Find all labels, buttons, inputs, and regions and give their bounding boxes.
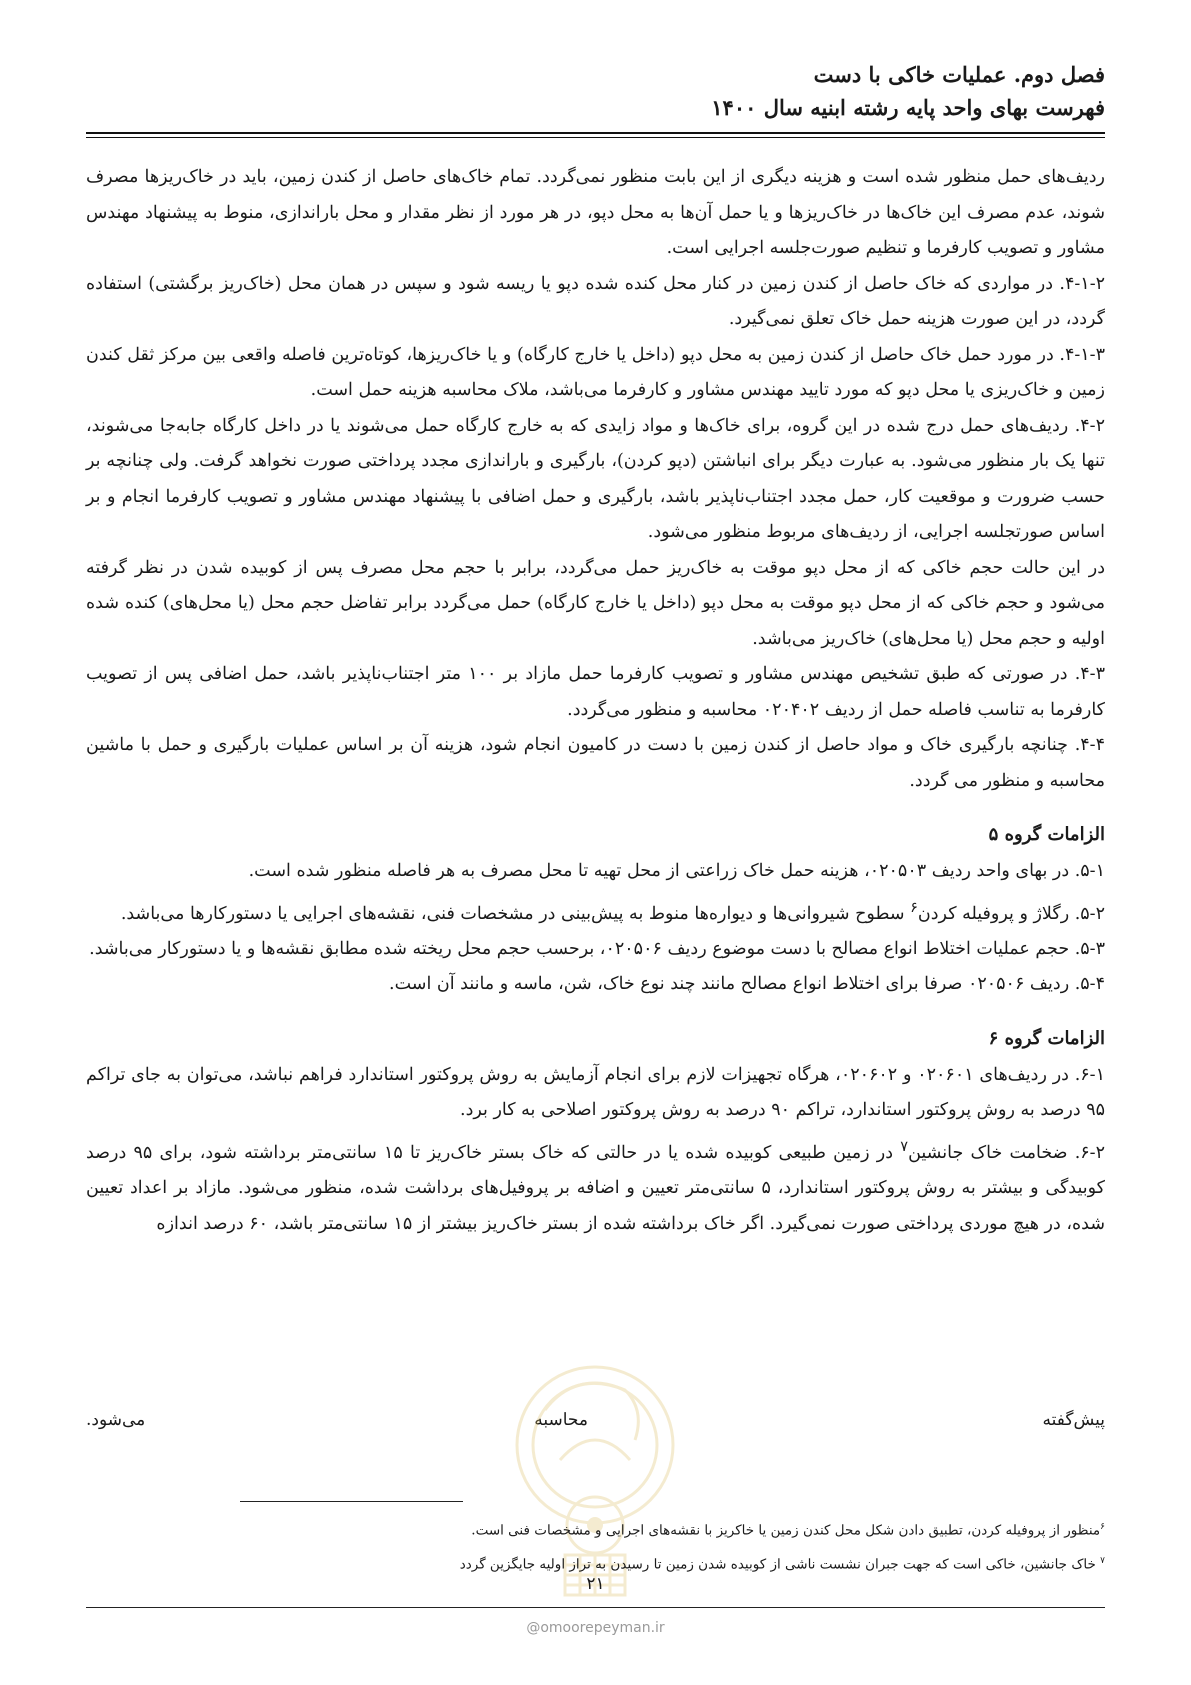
paragraph: در این حالت حجم خاکی که از محل دپو موقت به خاک‌ریز حمل می‌گردد، برابر با حجم محل مصرف پس از کوبیده شدن در نظر گرفته می‌شود و حجم خاکی که از محل دپو موقت به محل دپو (داخل یا خارج کارگاه) حمل می‌گردد برابر تفاضل حجم محل (یا محل‌های) کنده شده اولیه و حجم محل (یا محل‌های) خاک‌ریز می‌باشد. xyxy=(86,557,1105,649)
footnote-text: خاک جانشین، خاکی است که جهت جبران نشست ناشی از کوبیده شدن زمین تا رسیدن به تراز اولیه جایگزین گردد xyxy=(459,1556,1101,1572)
paragraph: ردیف‌های حمل منظور شده است و هزینه دیگری از این بابت منظور نمی‌گردد. تمام خاک‌های حاصل از کندن زمین، باید در خاک‌ریزها مصرف شوند، عدم مصرف این خاک‌ها در خاک‌ریزها و یا حمل آن‌ها به محل دپو، در هر مورد از نظر مقدار و محل باراندازی، منوط به پیشنهاد مهندس مشاور و تصویب کارفرما و تنظیم صورت‌جلسه اجرایی است. xyxy=(86,167,1105,258)
group6-item2-text: ۶-۲. ضخامت خاک جانشین xyxy=(908,1142,1105,1163)
group5-item: ۵-۳. حجم عملیات اختلاط انواع مصالح با دست موضوع ردیف ۰۲۰۵۰۶، برحسب حجم محل ریخته شده مطابق نقشه‌ها و یا دستورکار می‌باشد. xyxy=(89,938,1105,959)
website-watermark: @omoorepeyman.ir xyxy=(526,1620,665,1636)
paragraph: ۴-۳. در صورتی که طبق تشخیص مهندس مشاور و تصویب کارفرما حمل مازاد بر ۱۰۰ متر اجتناب‌ناپذیر باشد، حمل اضافی پس از تصویب کارفرما به تناسب فاصله حمل از ردیف ۰۲۰۴۰۲ محاسبه و منظور می‌گردد. xyxy=(86,664,1105,720)
paragraph: ۴-۱-۳. در مورد حمل خاک حاصل از کندن زمین به محل دپو (داخل یا خارج کارگاه) و یا خاک‌ریزها، کوتاه‌ترین فاصله واقعی بین مرکز ثقل کندن زمین و خاک‌ریزی یا محل دپو که مورد تایید مهندس مشاور و کارفرما می‌باشد، ملاک محاسبه هزینه حمل است. xyxy=(86,344,1105,400)
footnote-text: منظور از پروفیله کردن، تطبیق دادن شکل محل کندن زمین یا خاکریز با نقشه‌های اجرایی و مشخصات فنی است. xyxy=(471,1522,1101,1539)
footnote-ref: ۷ xyxy=(900,1137,909,1155)
footnote xyxy=(280,1512,1105,1546)
group5-heading: الزامات گروه ۵ xyxy=(988,824,1105,845)
last-line xyxy=(86,1405,1105,1435)
last-line-word: پیش‌گفته xyxy=(1042,1410,1105,1430)
chapter-title: فصل دوم. عملیات خاکی با دست xyxy=(813,62,1105,87)
page-number: ۲۱ xyxy=(586,1574,605,1594)
footnote-number: ۷ xyxy=(1100,1555,1105,1566)
group5-item: ۵-۱. در بهای واحد ردیف ۰۲۰۵۰۳، هزینه حمل خاک زراعتی از محل تهیه تا محل مصرف به هر فاصله منظور شده است. xyxy=(248,861,1105,881)
footnote-ref: ۶ xyxy=(910,898,918,916)
header-rule-thin xyxy=(86,137,1105,138)
group5-item: ۵-۴. ردیف ۰۲۰۵۰۶ صرفا برای اختلاط انواع مصالح مانند چند نوع خاک، شن، ماسه و مانند آن است. xyxy=(389,974,1105,995)
last-line-word: محاسبه xyxy=(534,1410,588,1430)
footnote-number: ۶ xyxy=(1100,1522,1105,1532)
price-list-title: فهرست بهای واحد پایه رشته ابنیه سال ۱۴۰۰ xyxy=(711,95,1105,120)
paragraph: ۴-۱-۲. در مواردی که خاک حاصل از کندن زمین در کنار محل کنده شده دپو یا ریسه شود و سپس در همان محل (خاک‌ریز برگشتی) استفاده گردد، در این صورت هزینه حمل خاک تعلق نمی‌گیرد. xyxy=(86,273,1106,329)
page-header xyxy=(86,58,1105,124)
footnote-rule xyxy=(240,1501,463,1502)
group5-item2-text: ۵-۲. رگلاژ و پروفیله کردن xyxy=(917,903,1105,924)
group5-item2-text-rest: سطوح شیروانی‌ها و دیواره‌ها منوط به پیش‌بینی در مشخصات فنی، نقشه‌های اجرایی یا دستورکارها می‌باشد. xyxy=(120,903,911,924)
paragraph: ۴-۴. چنانچه بارگیری خاک و مواد حاصل از کندن زمین با دست در کامیون انجام شود، هزینه آن بر اساس عملیات بارگیری و حمل با ماشین محاسبه و منظور می گردد. xyxy=(86,735,1105,791)
group5-item xyxy=(86,890,1105,932)
header-rule-thick xyxy=(86,132,1105,134)
group6-heading: الزامات گروه ۶ xyxy=(988,1027,1105,1049)
last-line-word: می‌شود. xyxy=(86,1410,146,1430)
group6-item2-text-rest: در زمین طبیعی کوبیده شده یا در حالتی که خاک بستر خاک‌ریز تا ۱۵ سانتی‌متر برداشته شود، برای ۹۵ درصد کوبیدگی و بیشتر به روش پروکتور استاندارد، ۵ سانتی‌متر تعیین و اضافه بر پروفیل‌های برداشت شده، منظور می‌شود. مازاد بر اعداد تعیین شده، در هیچ موردی پرداختی صورت نمی‌گیرد. اگر خاک برداشته شده از بستر خاک‌ریز بیشتر از ۱۵ سانتی‌متر باشد، ۶۰ درصد اندازه xyxy=(86,1142,1105,1234)
footer-rule xyxy=(86,1607,1105,1608)
paragraph: ۴-۲. ردیف‌های حمل درج شده در این گروه، برای خاک‌ها و مواد زایدی که به خارج کارگاه حمل می‌شوند یا در داخل کارگاه جابه‌جا می‌شوند، تنها یک بار منظور می‌شود. به عبارت دیگر برای انباشتن (دپو کردن)، بارگیری و باراندازی مجدد پرداختی صورت نخواهد گرفت. ولی چنانچه بر حسب ضرورت و موقعیت کار، حمل مجدد اجتناب‌ناپذیر باشد، بارگیری و حمل اضافی با پیشنهاد مهندس مشاور و تصویب کارفرما انجام و بر اساس صورتجلسه اجرایی، از ردیف‌های مربوط منظور می‌شود. xyxy=(86,415,1105,542)
main-content xyxy=(86,160,1105,1242)
footnotes xyxy=(280,1512,1105,1579)
group6-item xyxy=(86,1129,1105,1242)
group6-item: ۶-۱. در ردیف‌های ۰۲۰۶۰۱ و ۰۲۰۶۰۲، هرگاه تجهیزات لازم برای انجام آزمایش به روش پروکتور استاندارد فراهم نباشد، می‌توان به جای تراکم ۹۵ درصد به روش پروکتور استاندارد، تراکم ۹۰ درصد به روش پروکتور اصلاحی به کار برد. xyxy=(86,1064,1105,1121)
